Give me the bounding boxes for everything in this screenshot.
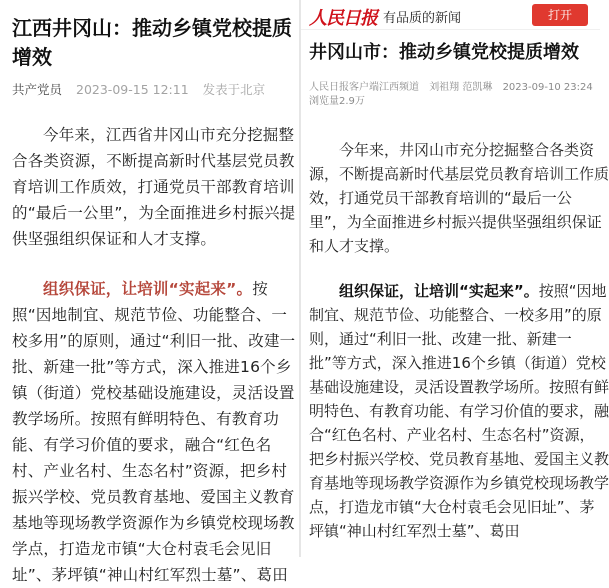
left-article-time: 2023-09-15 12:11 — [76, 82, 189, 97]
right-paragraph-2-text: 按照“因地制宜、规范节俭、功能整合、一校多用”的原则，通过“利旧一批、改建一批、新建一批”等方式，深入推进16个乡镇（街道）党校基础设施建设，灵活设置教学场所。按照有鲜明特色、有教育功能、有学习价值的要求，融合“红色名村、产业名村、生态名村”资源，把乡村振兴学校、党员教育基地、爱国主义教育基地等现场教学资源作为乡镇党校现场教学点，打造龙市镇“大仓村袁毛会见旧址”、茅坪镇“神山村红军烈士墓”、葛田 — [309, 282, 609, 540]
app-banner — [301, 0, 600, 30]
left-article-title: 江西井冈山：推动乡镇党校提质增效 — [12, 16, 292, 69]
right-article-client: 人民日报客户端江西频道 — [309, 82, 419, 93]
left-paragraph-2 — [12, 276, 298, 588]
left-article-body — [12, 100, 298, 588]
right-article-title: 井冈山市：推动乡镇党校提质增效 — [309, 42, 579, 63]
right-article-meta — [309, 81, 600, 109]
right-article-panel — [301, 0, 609, 557]
left-paragraph-2-lead: 组织保证，让培训“实起来”。 — [43, 280, 253, 298]
right-article-body — [309, 110, 609, 543]
left-article-location: 发表于北京 — [202, 82, 266, 97]
left-article-meta — [12, 80, 265, 98]
right-paragraph-1: 今年来，井冈山市充分挖掘整合各类资源，不断提高新时代基层党员教育培训工作质效，打通党员干部教育培训的“最后一公里”，为全面推进乡村振兴提供坚强组织保证和人才支撑。 — [309, 141, 609, 255]
right-article-authors: 刘祖翔 范凯琳 — [429, 82, 493, 93]
left-article-source[interactable]: 共产党员 — [12, 82, 63, 97]
left-paragraph-2-text: 按照“因地制宜、规范节俭、功能整合、一校多用”的原则，通过“利旧一批、改建一批、新建一批”等方式，深入推进16个乡镇（街道）党校基础设施建设，灵活设置教学场所。按照有鲜明特色、有教育功能、有学习价值的要求，融合“红色名村、产业名村、生态名村”资源，把乡村振兴学校、党员教育基地、爱国主义教育基地等现场教学资源作为乡镇党校现场教学点，打造龙市镇“大仓村袁毛会见旧址”、茅坪镇“神山村红军烈士墓”、葛田 — [12, 280, 296, 584]
left-article-panel — [0, 0, 299, 584]
left-paragraph-1: 今年来，江西省井冈山市充分挖掘整合各类资源，不断提高新时代基层党员教育培训工作质效，打通党员干部教育培训的“最后一公里”，为全面推进乡村振兴提供坚强组织保证和人才支撑。 — [12, 126, 296, 248]
right-article-time: 2023-09-10 23:24 — [502, 82, 593, 93]
right-article-views: 浏览量2.9万 — [309, 96, 365, 107]
right-paragraph-2 — [309, 279, 609, 543]
open-app-button[interactable]: 打开 — [532, 4, 588, 26]
peoples-daily-logo: 人民日报 — [309, 8, 377, 29]
app-tagline: 有品质的新闻 — [383, 11, 462, 26]
right-paragraph-2-lead: 组织保证，让培训“实起来”。 — [339, 282, 539, 300]
